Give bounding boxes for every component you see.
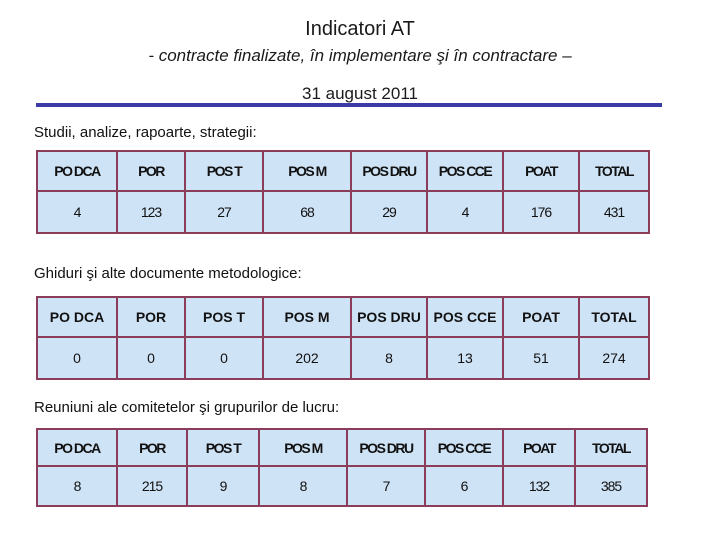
header-total: TOTAL	[579, 151, 649, 191]
header-pos-m: POS M	[259, 429, 347, 466]
header-pos-dru: POS DRU	[347, 429, 425, 466]
header-po-dca: PO DCA	[37, 297, 117, 337]
value-pos-m: 8	[259, 466, 347, 506]
header-pos-cce: POS CCE	[427, 297, 503, 337]
header-pos-m: POS M	[263, 297, 351, 337]
value-pos-cce: 4	[427, 191, 503, 233]
indicator-table-reuniuni	[36, 428, 648, 507]
header-poat: POAT	[503, 151, 579, 191]
value-pos-t: 9	[187, 466, 259, 506]
indicator-table-ghiduri	[36, 296, 650, 380]
header-por: POR	[117, 429, 187, 466]
value-po-dca: 4	[37, 191, 117, 233]
value-poat: 132	[503, 466, 575, 506]
table-header-row	[37, 297, 649, 337]
value-pos-m: 202	[263, 337, 351, 379]
table-row	[37, 191, 649, 233]
value-por: 123	[117, 191, 185, 233]
value-por: 215	[117, 466, 187, 506]
value-pos-dru: 29	[351, 191, 427, 233]
report-date: 31 august 2011	[302, 84, 418, 103]
header-poat: POAT	[503, 297, 579, 337]
value-pos-t: 0	[185, 337, 263, 379]
value-po-dca: 0	[37, 337, 117, 379]
table-row	[37, 466, 647, 506]
header-pos-cce: POS CCE	[427, 151, 503, 191]
section-label-reuniuni: Reuniuni ale comitetelor şi grupurilor de lucru:	[34, 399, 340, 416]
table-header-row	[37, 151, 649, 191]
value-poat: 51	[503, 337, 579, 379]
value-pos-cce: 13	[427, 337, 503, 379]
header-poat: POAT	[503, 429, 575, 466]
value-por: 0	[117, 337, 185, 379]
value-pos-dru: 7	[347, 466, 425, 506]
header-pos-t: POS T	[185, 297, 263, 337]
indicator-table-studii	[36, 150, 650, 234]
value-total: 385	[575, 466, 647, 506]
header-pos-dru: POS DRU	[351, 297, 427, 337]
table-header-row	[37, 429, 647, 466]
table-row	[37, 337, 649, 379]
header-por: POR	[117, 151, 185, 191]
value-po-dca: 8	[37, 466, 117, 506]
header-por: POR	[117, 297, 185, 337]
value-pos-m: 68	[263, 191, 351, 233]
header-pos-m: POS M	[263, 151, 351, 191]
section-label-studii: Studii, analize, rapoarte, strategii:	[34, 124, 257, 141]
header-pos-dru: POS DRU	[351, 151, 427, 191]
header-pos-t: POS T	[187, 429, 259, 466]
value-pos-t: 27	[185, 191, 263, 233]
header-po-dca: PO DCA	[37, 151, 117, 191]
header-pos-cce: POS CCE	[425, 429, 503, 466]
header-pos-t: POS T	[185, 151, 263, 191]
page-subtitle: - contracte finalizate, în implementare şi în contractare –	[148, 46, 572, 65]
header-total: TOTAL	[575, 429, 647, 466]
title-divider	[36, 103, 662, 107]
header-total: TOTAL	[579, 297, 649, 337]
header-po-dca: PO DCA	[37, 429, 117, 466]
value-pos-dru: 8	[351, 337, 427, 379]
section-label-ghiduri: Ghiduri şi alte documente metodologice:	[34, 265, 302, 282]
value-total: 274	[579, 337, 649, 379]
value-total: 431	[579, 191, 649, 233]
value-pos-cce: 6	[425, 466, 503, 506]
value-poat: 176	[503, 191, 579, 233]
page-title: Indicatori AT	[305, 18, 415, 40]
